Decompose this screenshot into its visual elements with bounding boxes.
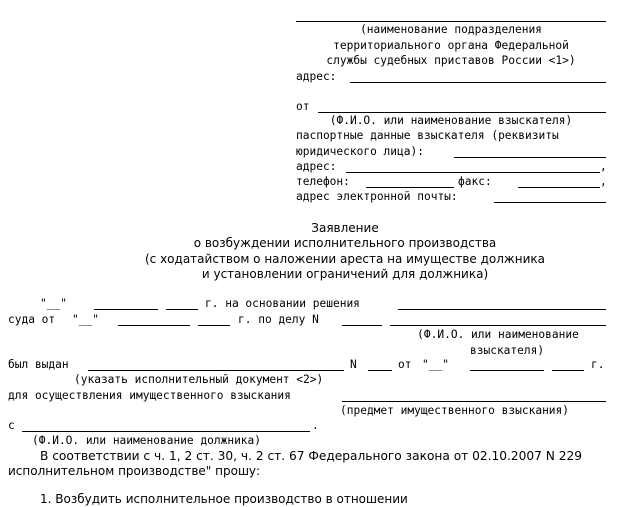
court-label: суда от [8, 313, 56, 326]
title-line-2: о возбуждении исполнительного производства [193, 236, 497, 250]
court-claimant-caption-2: взыскателя) [470, 344, 545, 357]
debtor-caption: (Ф.И.О. или наименование должника) [32, 434, 262, 447]
list-item-1: 1. Возбудить исполнительное производство в отношении [40, 492, 408, 506]
decision-label: г. на основании решения [205, 297, 360, 310]
from-date-label: от [398, 358, 412, 371]
passport-label-2: юридического лица): [296, 145, 424, 158]
title-line-3: (с ходатайством о наложении ареста на имуществе должника [144, 252, 545, 266]
court-claimant-field[interactable] [390, 325, 606, 326]
paragraph-line-2: исполнительном производстве" прошу: [8, 464, 261, 478]
debtor-period: . [312, 419, 319, 432]
fax-comma: , [600, 175, 607, 188]
date-quote-1: "__" [40, 297, 67, 310]
department-caption-2: территориального органа Федеральной [333, 39, 569, 52]
property-subject-field[interactable] [342, 401, 606, 402]
email-label: адрес электронной почты: [296, 190, 458, 203]
fax-field[interactable] [518, 187, 600, 188]
date-month-field-2[interactable] [118, 325, 190, 326]
passport-field[interactable] [454, 157, 606, 158]
case-number-field[interactable] [342, 325, 382, 326]
date-quote-2: "__" [72, 313, 99, 326]
phone-field[interactable] [366, 187, 454, 188]
phone-label: телефон: [296, 175, 350, 188]
date-year-field-3[interactable] [552, 370, 584, 371]
address2-comma: , [600, 160, 607, 173]
date-month-field-1[interactable] [94, 309, 158, 310]
address-label: адрес: [296, 70, 337, 83]
claimant-caption: (Ф.И.О. или наименование взыскателя) [329, 114, 573, 127]
address2-label: адрес: [296, 160, 337, 173]
paragraph-line-1: В соответствии с ч. 1, 2 ст. 30, ч. 2 ст. 67 Федерального закона от 02.10.2007 N 229 [40, 449, 583, 463]
date-quote-3: "__" [422, 358, 449, 371]
number-label: N [350, 358, 357, 371]
debtor-field[interactable] [22, 431, 310, 432]
department-caption-3: службы судебных приставов России <1>) [326, 54, 576, 67]
date-year-field-1[interactable] [166, 309, 198, 310]
department-caption-1: (наименование подразделения [360, 23, 542, 36]
decision-field[interactable] [398, 309, 606, 310]
email-field[interactable] [494, 202, 606, 203]
exec-doc-field[interactable] [88, 370, 344, 371]
property-recovery-label: для осуществления имущественного взыскания [8, 389, 291, 402]
issued-label: был выдан [8, 358, 69, 371]
title-line-1: Заявление [311, 221, 379, 235]
title-line-4: и установлении ограничений для должника) [201, 267, 489, 281]
from-label: от [296, 100, 310, 113]
passport-label-1: паспортные данные взыскателя (реквизиты [296, 129, 559, 142]
case-label: г. по делу N [238, 313, 319, 326]
property-subject-caption: (предмет имущественного взыскания) [340, 404, 570, 417]
debtor-prefix: с [8, 419, 15, 432]
date-year-field-2[interactable] [198, 325, 230, 326]
year-suffix: г. [591, 358, 605, 371]
date-month-field-3[interactable] [470, 370, 544, 371]
fax-label: факс: [458, 175, 492, 188]
exec-doc-caption: (указать исполнительный документ <2>) [74, 373, 324, 386]
address2-field[interactable] [346, 172, 600, 173]
address-field[interactable] [350, 82, 606, 83]
exec-doc-number-field[interactable] [368, 370, 392, 371]
court-claimant-caption-1: (Ф.И.О. или наименование [417, 328, 579, 341]
